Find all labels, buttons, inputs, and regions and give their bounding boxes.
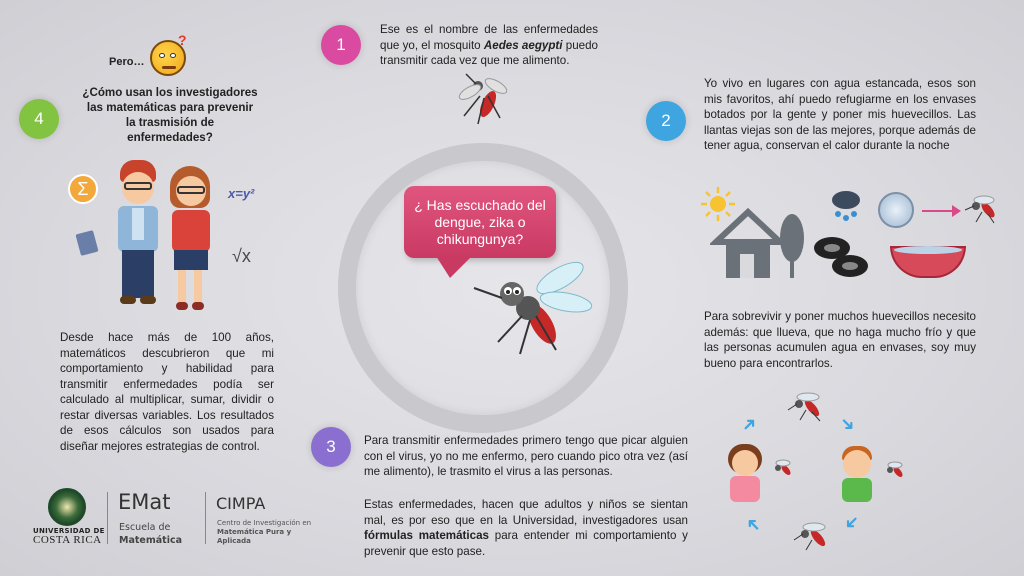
step-2-text-2: Para sobrevivir y poner muchos huevecillos necesito además: que llueva, que no haga mucho frío y que las personas acumulen agua en envases, soy muy bueno para encontrarlos. [704, 310, 976, 370]
cimpa-sub-1: Centro de Investigación en [217, 519, 312, 527]
logo-divider-2 [205, 492, 206, 544]
step-1-text-b: puedo transmitir cada vez que me alimento. [380, 38, 599, 67]
speech-bubble-tail [436, 256, 472, 278]
small-mosquito-icon [964, 192, 1004, 224]
cimpa-sub-3: Aplicada [217, 537, 251, 545]
pero-label: Pero… [109, 56, 145, 68]
sick-girl-illustration [722, 444, 768, 504]
thinking-face-icon: ? [150, 40, 186, 76]
ucr-logo-line2: COSTA RICA [33, 534, 102, 546]
arrow-head-icon [952, 205, 961, 217]
math-formulas-emphasis: fórmulas matemáticas [364, 529, 489, 542]
cycle-arrow-top-left: ➜ [736, 411, 762, 437]
tires-icon [812, 232, 870, 280]
step-3-text: Para transmitir enfermedades primero tengo que picar alguien con el virus, yo no me enfermo, pero cuando pico otra vez (así me alimento), le trasmito el virus a las personas. [364, 434, 688, 478]
logo-divider [107, 492, 108, 544]
cycle-arrow-bottom-right: ➜ [839, 510, 865, 536]
cycle-mosquito-bottom [792, 518, 836, 552]
square-root-icon: √x [232, 246, 251, 266]
step-3-text-2a: Estas enfermedades, hacen que adultos y niños se sientan mal, es por eso que en la Universidad, investigadores usan [364, 498, 688, 527]
sick-boy-illustration [834, 444, 880, 504]
step-3-badge: 3 [311, 427, 351, 467]
species-name: Aedes aegypti [483, 38, 563, 52]
emat-sub-2: Matemática [119, 535, 182, 546]
rain-cloud-icon [828, 188, 864, 224]
step-2-badge: 2 [646, 101, 686, 141]
formula-icon: x=y² [228, 186, 255, 201]
emat-logo: EMat [118, 490, 171, 514]
female-researcher [166, 166, 216, 312]
speech-bubble: ¿ Has escuchado del dengue, zika o chikungunya? [404, 186, 556, 258]
mosquito-main-illustration [470, 258, 600, 358]
step-1-text [380, 22, 598, 69]
ucr-seal-logo [48, 488, 86, 526]
male-researcher [110, 160, 166, 312]
cycle-arrow-bottom-left: ➜ [740, 512, 766, 538]
cycle-mosquito-left [770, 458, 796, 478]
cycle-arrow-top-right: ➜ [835, 411, 861, 437]
cimpa-sub-2: Matemática Pura y [217, 528, 292, 536]
step-2-text: Yo vivo en lugares con agua estancada, esos son mis favoritos, ahí puedo refugiarme en los envases botados por la gente y poner mis huevecillos. Las llantas viejas son de las mejores, porque además de tener agua, conservan el calor durante la noche [704, 77, 976, 152]
emat-sub-1: Escuela de [119, 522, 171, 533]
arrow-icon [922, 210, 956, 212]
transmission-cycle-illustration [716, 388, 916, 558]
cycle-mosquito-right [882, 460, 908, 480]
step-1-text-a: Ese es el nombre de las enfermedades que yo, el mosquito [380, 23, 598, 52]
step-1-badge: 1 [321, 25, 361, 65]
cimpa-logo: CIMPA [216, 494, 266, 513]
question-heading: ¿Cómo usan los investigadores las matemáticas para prevenir la trasmisión de enfermedades? [82, 86, 258, 144]
researchers-illustration [62, 160, 272, 320]
step-4-badge: 4 [19, 99, 59, 139]
eggs-magnified-icon [878, 192, 914, 228]
step-3-text-2 [364, 497, 688, 559]
sigma-icon: Σ [68, 174, 98, 204]
ucr-logo-line1: UNIVERSIDAD DE [33, 527, 105, 535]
cycle-mosquito-top [786, 388, 830, 422]
calculator-icon [75, 230, 98, 256]
water-surface [894, 246, 962, 254]
step-3-text-2b: para entender mi comportamiento y prevenir que esto pase. [364, 529, 688, 558]
habitat-illustration [700, 186, 1010, 286]
step-4-text: Desde hace más de 100 años, matemáticos descubrieron que mi comportamiento y habilidad para transmitir enfermedades podía ser calculado al multiplicar, sumar, dividir o restar diversas variables. Los resultados de esos cálculos son usados para diseñar mejores estrategias de control. [60, 331, 274, 453]
mosquito-icon-top [452, 72, 512, 128]
house-icon [710, 206, 810, 280]
